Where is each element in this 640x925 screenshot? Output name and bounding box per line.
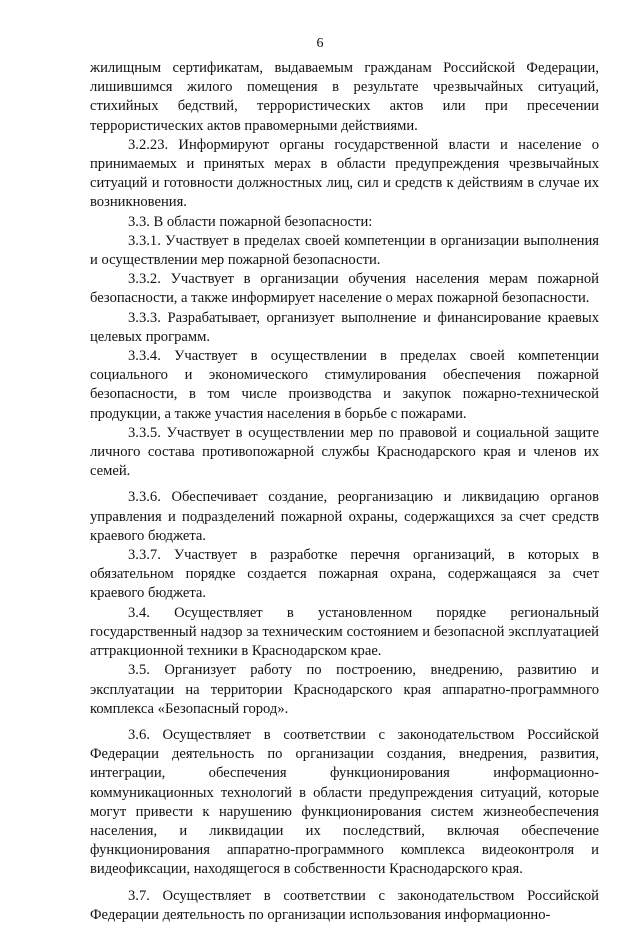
paragraph-3-3-1: 3.3.1. Участвует в пределах своей компетенции в организации выполнения и осуществлении мер пожарной безопасности. bbox=[90, 232, 599, 269]
paragraph-3-3-7: 3.3.7. Участвует в разработке перечня организаций, в которых в обязательном порядке создается пожарная охрана, содержащаяся за счет краевого бюджета. bbox=[90, 547, 599, 602]
paragraph-3-3-3: 3.3.3. Разрабатывает, организует выполнение и финансирование краевых целевых программ. bbox=[90, 309, 599, 345]
paragraph-3-3-6: 3.3.6. Обеспечивает создание, реорганизацию и ликвидацию органов управления и подразделений пожарной охраны, содержащихся за счет средств краевого бюджета. bbox=[90, 489, 599, 544]
paragraph-3-3-5: 3.3.5. Участвует в осуществлении мер по правовой и социальной защите личного состава противопожарной службы Краснодарского края и членов их семей. bbox=[90, 424, 599, 480]
paragraph-3-6: 3.6. Осуществляет в соответствии с законодательством Российской Федерации деятельность по организации создания, внедрения, развития, интеграции, обеспечения функционирования информационно-коммуникационных технологий в области предупреждения ситуаций, которые могут привести к нарушению функционирования систем жизнеобеспечения населения, и ликвидации их последствий, включая обеспечение функционирования аппаратно-программного комплекса видеоконтроля и видеофиксации, находящегося в собственности Краснодарского края. bbox=[90, 726, 599, 878]
paragraph-3-2-23: 3.2.23. Информируют органы государственной власти и население о принимаемых и принятых мерах в области предупреждения чрезвычайных ситуаций и готовности должностных лиц, сил и средств к действиям в случае их возникновения. bbox=[90, 136, 599, 211]
page-body bbox=[90, 59, 599, 925]
page-number: 6 bbox=[316, 36, 324, 51]
paragraph-3-3-4: 3.3.4. Участвует в осуществлении в пределах своей компетенции социального и экономического стимулирования обеспечения пожарной безопасности, в том числе производства и закупок пожарно-технической продукции, а также участия населения в борьбе с пожарами. bbox=[90, 348, 599, 422]
paragraph-3-7: 3.7. Осуществляет в соответствии с законодательством Российской Федерации деятельность по организации использования информационно- bbox=[90, 887, 599, 923]
paragraph-3-3: 3.3. В области пожарной безопасности: bbox=[128, 213, 373, 230]
paragraph-3-5: 3.5. Организует работу по построению, внедрению, развитию и эксплуатации на территории Краснодарского края аппаратно-программного комплекса «Безопасный город». bbox=[90, 662, 599, 717]
paragraph-3-4: 3.4. Осуществляет в установленном порядке региональный государственный надзор за техническим состоянием и безопасной эксплуатацией аттракционной техники в Краснодарском крае. bbox=[90, 604, 599, 660]
paragraph-3-3-2: 3.3.2. Участвует в организации обучения населения мерам пожарной безопасности, а также информирует население о мерах пожарной безопасности. bbox=[90, 271, 599, 307]
paragraph-continuation: жилищным сертификатам, выдаваемым гражданам Российской Федерации, лишившимся жилого помещения в результате чрезвычайных ситуаций, стихийных бедствий, террористических актов или при пресечении террористических актов правомерными действиями. bbox=[90, 60, 599, 134]
